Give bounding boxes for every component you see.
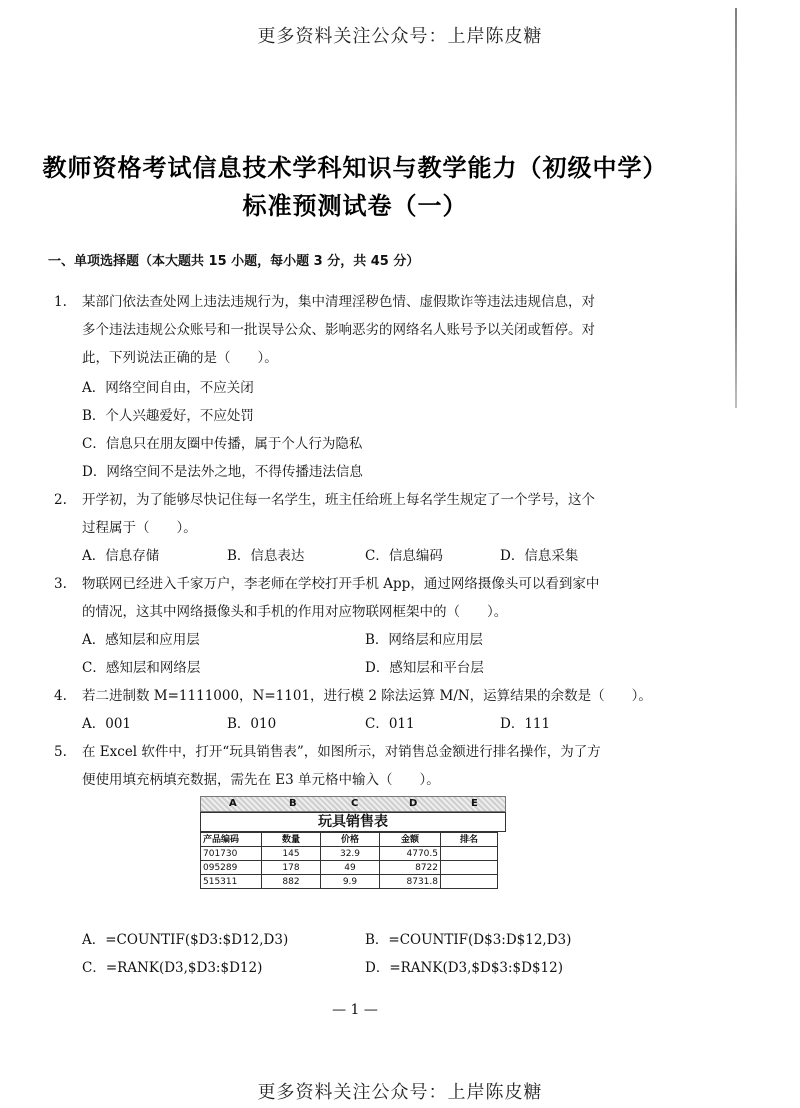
excel-table-title: 玩具销售表 bbox=[200, 812, 506, 832]
table-cell: 32.9 bbox=[321, 847, 380, 861]
table-header-cell: 金额 bbox=[380, 833, 441, 847]
question-2-option-a: A．信息存储 bbox=[82, 548, 160, 564]
table-header-cell: 数量 bbox=[262, 833, 321, 847]
scan-edge-line bbox=[735, 8, 737, 408]
table-cell: 9.9 bbox=[321, 875, 380, 889]
question-3-line-2: 的情况，这其中网络摄像头和手机的作用对应物联网框架中的（ ）。 bbox=[82, 604, 508, 620]
table-cell: 49 bbox=[321, 861, 380, 875]
table-header-cell: 产品编码 bbox=[201, 833, 262, 847]
question-1-option-c: C．信息只在朋友圈中传播，属于个人行为隐私 bbox=[82, 436, 363, 452]
table-cell: 882 bbox=[262, 875, 321, 889]
question-number: 1. bbox=[54, 294, 67, 310]
question-3-option-a: A．感知层和应用层 bbox=[82, 632, 200, 648]
question-1-option-d: D．网络空间不是法外之地，不得传播违法信息 bbox=[82, 464, 363, 480]
table-cell: 145 bbox=[262, 847, 321, 861]
table-row bbox=[201, 875, 498, 889]
question-3-option-b: B．网络层和应用层 bbox=[365, 632, 483, 648]
column-letter: C bbox=[351, 798, 359, 809]
table-cell: 515311 bbox=[201, 875, 262, 889]
question-number: 4. bbox=[54, 688, 67, 704]
table-header-cell: 价格 bbox=[321, 833, 380, 847]
excel-table bbox=[200, 832, 498, 889]
question-4-option-c: C．011 bbox=[365, 716, 415, 732]
question-4-line-1: 4. 若二进制数 M=1111000，N=1101，进行模 2 除法运算 M/N，运算结果的余数是（ ）。 bbox=[54, 688, 652, 704]
table-cell: 4770.5 bbox=[380, 847, 441, 861]
question-5-line-2: 便使用填充柄填充数据，需先在 E3 单元格中输入（ ）。 bbox=[82, 772, 440, 788]
question-3-line-1: 3. 物联网已经进入千家万户，李老师在学校打开手机 App，通过网络摄像头可以看到家中 bbox=[54, 576, 600, 592]
question-2-option-c: C．信息编码 bbox=[365, 548, 443, 564]
table-row bbox=[201, 861, 498, 875]
question-4-option-d: D．111 bbox=[500, 716, 551, 732]
table-header-row bbox=[201, 833, 498, 847]
table-row bbox=[201, 847, 498, 861]
question-5-option-b: B．=COUNTIF(D$3:D$12,D3) bbox=[365, 932, 572, 948]
question-1-option-b: B．个人兴趣爱好，不应处罚 bbox=[82, 408, 254, 424]
table-cell: 701730 bbox=[201, 847, 262, 861]
question-2-line-1: 2. 开学初，为了能够尽快记住每一名学生，班主任给班上每名学生规定了一个学号，这个 bbox=[54, 492, 595, 508]
question-1-line-3: 此，下列说法正确的是（ ）。 bbox=[82, 350, 278, 366]
section-heading: 一、单项选择题（本大题共 15 小题，每小题 3 分，共 45 分） bbox=[48, 254, 420, 269]
column-letter: B bbox=[289, 798, 297, 809]
question-number: 5. bbox=[54, 744, 67, 760]
question-number: 3. bbox=[54, 576, 67, 592]
exam-title-line1: 教师资格考试信息技术学科知识与教学能力（初级中学） bbox=[42, 153, 668, 182]
question-5-option-a: A．=COUNTIF($D3:$D12,D3) bbox=[82, 932, 289, 948]
question-1-line-1: 1. 某部门依法查处网上违法违规行为，集中清理淫秽色情、虚假欺诈等违法违规信息，对 bbox=[54, 294, 595, 310]
question-number: 2. bbox=[54, 492, 67, 508]
question-5-option-d: D．=RANK(D3,$D$3:$D$12) bbox=[365, 960, 564, 976]
question-5-line-1: 5. 在 Excel 软件中，打开“玩具销售表”，如图所示，对销售总金额进行排名操作，为了方 bbox=[54, 744, 601, 760]
question-5-option-c: C．=RANK(D3,$D3:$D12) bbox=[82, 960, 263, 976]
question-1-line-2: 多个违法违规公众账号和一批误导公众、影响恶劣的网络名人账号予以关闭或暂停。对 bbox=[82, 322, 595, 338]
table-cell bbox=[441, 875, 498, 889]
question-4-option-b: B．010 bbox=[227, 716, 277, 732]
table-cell: 8731.8 bbox=[380, 875, 441, 889]
table-cell: 095289 bbox=[201, 861, 262, 875]
column-letter: A bbox=[229, 798, 237, 809]
question-2-option-b: B．信息表达 bbox=[227, 548, 305, 564]
table-cell bbox=[441, 861, 498, 875]
page-number: — 1 — bbox=[332, 1002, 378, 1018]
excel-column-header-bar bbox=[200, 796, 506, 812]
question-3-option-c: C．感知层和网络层 bbox=[82, 660, 201, 676]
table-header-cell: 排名 bbox=[441, 833, 498, 847]
table-cell: 178 bbox=[262, 861, 321, 875]
table-cell bbox=[441, 847, 498, 861]
excel-toy-sales-figure bbox=[200, 796, 506, 902]
table-cell: 8722 bbox=[380, 861, 441, 875]
question-2-line-2: 过程属于（ ）。 bbox=[82, 520, 197, 536]
question-4-option-a: A．001 bbox=[82, 716, 132, 732]
column-letter: E bbox=[471, 798, 478, 809]
column-letter: D bbox=[409, 798, 418, 809]
footer-banner: 更多资料关注公众号：上岸陈皮糖 bbox=[257, 1082, 543, 1103]
exam-title-line2: 标准预测试卷（一） bbox=[242, 191, 468, 220]
question-2-option-d: D．信息采集 bbox=[500, 548, 579, 564]
question-1-option-a: A．网络空间自由，不应关闭 bbox=[82, 380, 254, 396]
question-3-option-d: D．感知层和平台层 bbox=[365, 660, 484, 676]
header-banner: 更多资料关注公众号：上岸陈皮糖 bbox=[257, 26, 543, 47]
